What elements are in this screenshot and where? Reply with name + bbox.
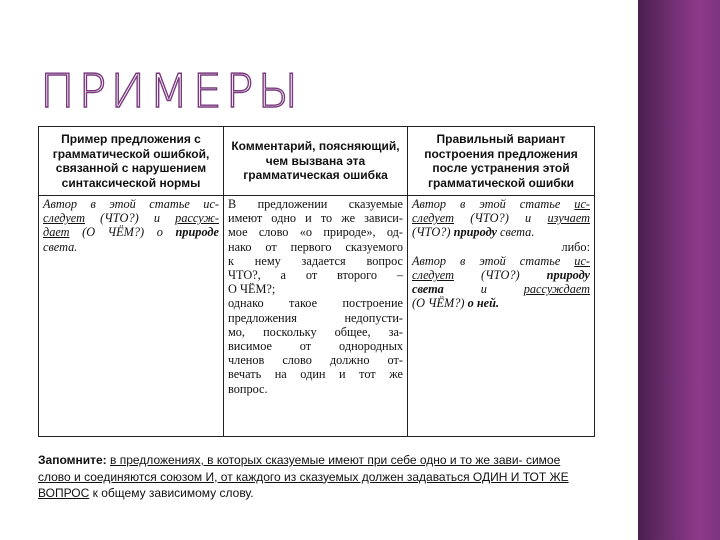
text-line: либо: — [561, 239, 590, 254]
underlined-word: ис- — [574, 197, 590, 211]
decorative-side-band — [638, 0, 720, 540]
text-line: мое слово «о природе», од- — [228, 225, 403, 240]
text-line: имеют одно и то же зависи- — [228, 211, 403, 226]
text-line — [412, 211, 590, 225]
text-line: однако такое построение — [228, 296, 403, 311]
text-line — [412, 282, 590, 296]
underlined-word: изучает — [547, 211, 591, 226]
text-line — [412, 225, 590, 239]
text-fragment: Автор в этой статье — [412, 197, 561, 211]
header-correct-variant: Правильный вариант построения предложения после устранения этой грамматической ошибки — [408, 127, 595, 196]
text-fragment: (О ЧЁМ?) о — [82, 225, 163, 240]
table-row — [39, 196, 595, 437]
underlined-word: следует — [412, 211, 454, 226]
text-line — [412, 296, 590, 310]
text-fragment: (ЧТО?) и — [100, 211, 160, 226]
bold-word: природу — [453, 225, 497, 240]
text-line: вопрос. — [228, 381, 268, 396]
bold-word: света — [412, 282, 444, 297]
text-line: висимое от однородных — [228, 339, 403, 354]
header-comment: Комментарий, поясняющий, чем вызвана эта грамматическая ошибка — [224, 127, 408, 196]
bold-word: природе — [175, 225, 219, 240]
text-line: к нему задается вопрос — [228, 253, 403, 268]
underlined-word: рассуждает — [523, 282, 591, 297]
text-fragment: и — [480, 282, 487, 297]
text-line: света. — [43, 239, 78, 254]
text-line: В предложении сказуемые — [228, 197, 403, 211]
text-fragment: света. — [500, 225, 535, 240]
examples-table — [38, 126, 595, 437]
underlined-word: следует — [43, 211, 85, 226]
text-fragment: (О ЧЁМ?) — [412, 296, 465, 311]
text-line: предложения недопусти- — [228, 310, 403, 325]
text-line — [43, 211, 219, 225]
text-line — [412, 268, 590, 282]
underlined-word: следует — [412, 268, 454, 283]
correct-variant-cell — [408, 196, 595, 437]
text-line: членов слово должно от- — [228, 353, 403, 368]
text-fragment: (ЧТО?) — [481, 268, 520, 283]
text-line: О ЧЁМ?; — [228, 282, 276, 297]
text-line: нако от первого сказуемого — [228, 239, 403, 254]
note-rule-text: в предложениях, в которых сказуемые имеют при себе одно и то же зави- симое слово и соединяются союзом И, от каждого из сказуемых должен задаваться ОДИН И ТОТ ЖЕ ВОПРОС — [38, 453, 569, 500]
text-fragment: (ЧТО?) и — [470, 211, 532, 226]
comment-cell — [224, 196, 408, 437]
bold-word: природу — [546, 268, 590, 283]
note-label: Запомните: — [38, 453, 107, 467]
text-line — [412, 197, 590, 211]
text-line: Автор в этой статье ис- — [43, 197, 219, 211]
header-error-example: Пример предложения с грамматической ошибкой, связанной с нарушением синтаксической нормы — [39, 127, 224, 196]
text-fragment: Автор в этой статье — [412, 253, 561, 268]
text-line — [412, 254, 590, 268]
text-line: вечать на один и тот же — [228, 367, 403, 382]
note-tail-text: к общему зависимому слову. — [89, 486, 254, 500]
underlined-word: рассуж- — [175, 211, 219, 226]
table-header-row — [39, 127, 595, 196]
remember-note — [38, 452, 594, 502]
text-line — [43, 225, 219, 239]
text-line: ЧТО?, а от второго – — [228, 268, 403, 283]
text-line: мо, поскольку общее, за- — [228, 324, 403, 339]
underlined-word: дает — [43, 225, 70, 240]
bold-word: о ней. — [467, 296, 500, 311]
error-example-cell — [39, 196, 224, 437]
underlined-word: ис- — [574, 253, 590, 268]
slide-title: ПРИМЕРЫ — [40, 64, 303, 118]
text-fragment: (ЧТО?) — [412, 225, 451, 240]
